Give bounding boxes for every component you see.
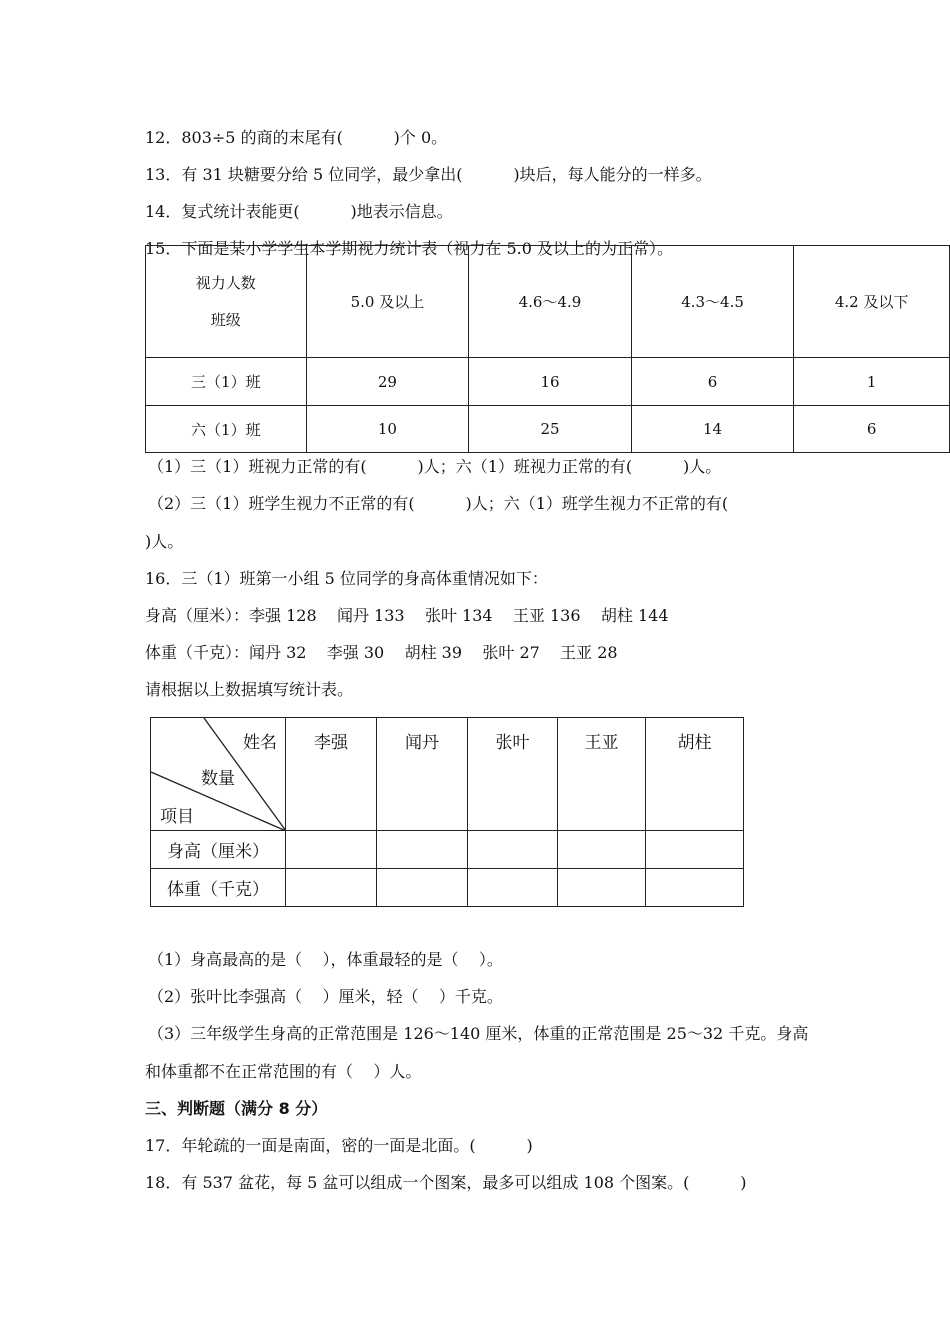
blank-cell[interactable] (286, 831, 377, 869)
table-cell: 6 (794, 406, 950, 453)
table-cell: 1 (794, 358, 950, 406)
table-cell: 29 (306, 358, 469, 406)
question-13: 13．有 31 块糖要分给 5 位同学，最少拿出( )块后，每人能分的一样多。 (145, 165, 712, 184)
header-cell: 5.0 及以上 (306, 246, 469, 358)
table-cell: 6 (631, 358, 794, 406)
row-label: 三（1）班 (146, 358, 307, 406)
corner-item-label: 项目 (160, 807, 194, 827)
blank-cell[interactable] (558, 831, 646, 869)
blank-cell[interactable] (468, 869, 558, 907)
blank-cell[interactable] (468, 831, 558, 869)
question-16-2: （2）张叶比李强高（ ）厘米，轻（ ）千克。 (148, 987, 503, 1006)
blank-cell[interactable] (558, 869, 646, 907)
header-cell: 4.6～4.9 (469, 246, 632, 358)
height-weight-table (150, 717, 744, 907)
corner-top-label: 视力人数 (195, 273, 256, 292)
corner-bottom-label: 班级 (210, 310, 241, 329)
question-15-2b: )人。 (145, 532, 184, 551)
question-16-3a: （3）三年级学生身高的正常范围是 126～140 厘米，体重的正常范围是 25～32 千克。身高 (148, 1024, 809, 1043)
question-16-1: （1）身高最高的是（ ），体重最轻的是（ ）。 (148, 950, 503, 969)
vision-table (145, 245, 950, 453)
question-16: 16．三（1）班第一小组 5 位同学的身高体重情况如下： (145, 569, 548, 588)
question-17: 17．年轮疏的一面是南面，密的一面是北面。( ) (145, 1136, 533, 1155)
corner-name-label: 姓名 (243, 733, 277, 753)
name-header: 闻丹 (377, 718, 468, 831)
section-heading: 三、判断题（满分 8 分） (145, 1099, 328, 1118)
question-18: 18．有 537 盆花，每 5 盆可以组成一个图案，最多可以组成 108 个图案。( ) (145, 1173, 747, 1192)
table-row (151, 831, 744, 869)
name-header: 张叶 (468, 718, 558, 831)
table-cell: 10 (306, 406, 469, 453)
blank-cell[interactable] (646, 831, 744, 869)
header-cell: 4.3～4.5 (631, 246, 794, 358)
corner-qty-label: 数量 (201, 769, 235, 789)
row-label: 六（1）班 (146, 406, 307, 453)
table-row (151, 869, 744, 907)
row-label: 体重（千克） (151, 869, 286, 907)
fill-instruction: 请根据以上数据填写统计表。 (145, 680, 354, 699)
blank-cell[interactable] (286, 869, 377, 907)
question-15-1: （1）三（1）班视力正常的有( )人；六（1）班视力正常的有( )人。 (148, 457, 722, 476)
table-cell: 25 (469, 406, 632, 453)
name-header: 王亚 (558, 718, 646, 831)
vision-table-corner (146, 246, 307, 358)
table-row (146, 358, 950, 406)
question-14: 14．复式统计表能更( )地表示信息。 (145, 202, 453, 221)
height-data: 身高（厘米）：李强 128 闻丹 133 张叶 134 王亚 136 胡柱 144 (145, 606, 669, 625)
question-12: 12．803÷5 的商的末尾有( )个 0。 (145, 128, 448, 147)
question-15-2a: （2）三（1）班学生视力不正常的有( )人；六（1）班学生视力不正常的有( (148, 494, 729, 513)
name-header: 李强 (286, 718, 377, 831)
blank-cell[interactable] (377, 831, 468, 869)
blank-cell[interactable] (377, 869, 468, 907)
table-row (146, 406, 950, 453)
table-cell: 14 (631, 406, 794, 453)
table-cell: 16 (469, 358, 632, 406)
header-cell: 4.2 及以下 (794, 246, 950, 358)
question-15: 15．下面是某小学学生本学期视力统计表（视力在 5.0 及以上的为正常）。 (145, 239, 673, 258)
name-header: 胡柱 (646, 718, 744, 831)
weight-data: 体重（千克）：闻丹 32 李强 30 胡柱 39 张叶 27 王亚 28 (145, 643, 618, 662)
question-16-3b: 和体重都不在正常范围的有（ ）人。 (145, 1062, 422, 1081)
diagonal-header-cell (151, 718, 286, 831)
row-label: 身高（厘米） (151, 831, 286, 869)
blank-cell[interactable] (646, 869, 744, 907)
